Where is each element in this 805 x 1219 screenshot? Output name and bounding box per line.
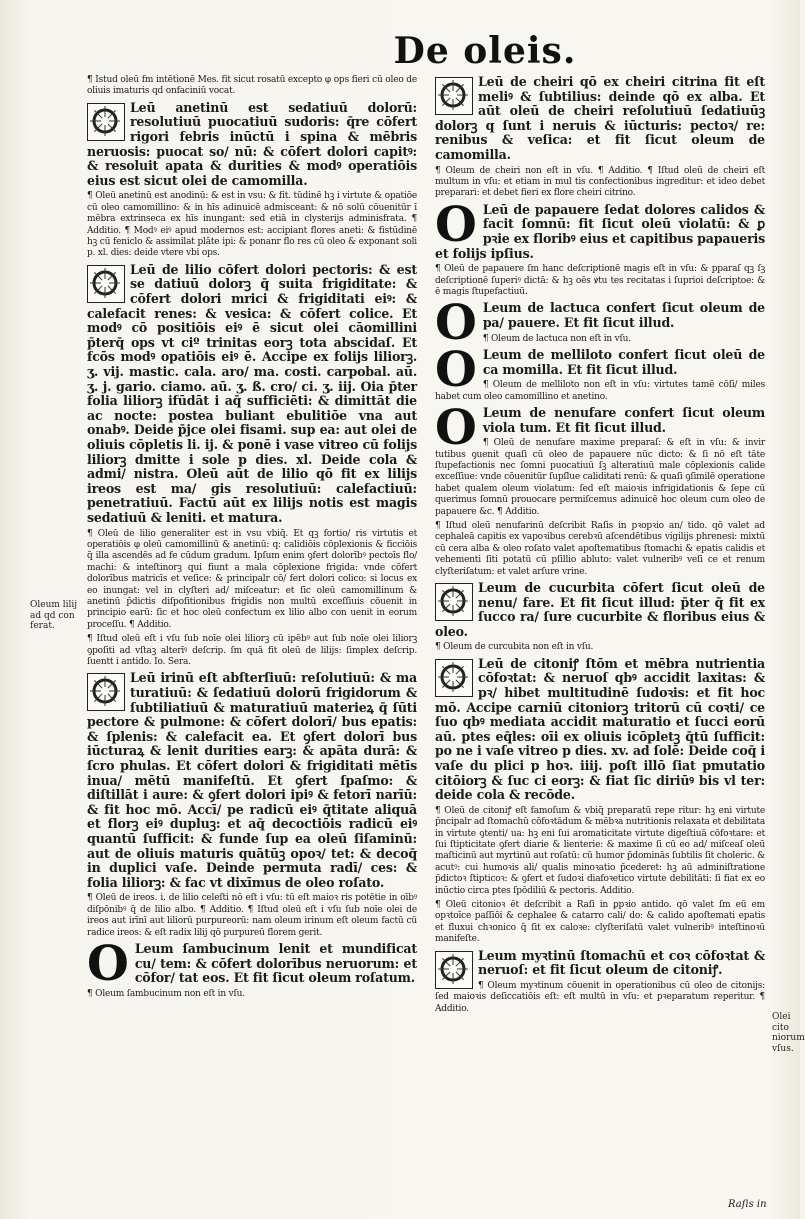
paragraph-text: Leū de cheiri qō ex cheiri citrina fit eſt meliꝰ & ſubtilius: deinde qō ex alba. Et aūt oleū de cheiri reſolutiuū ſedatiuūꝫ dolorꝫ q ſunt i neruis & iūcturis: pectoꝛ/ re: renibus & veſica: et fit ſicut oleum de camomilla. [435,74,765,162]
paragraph-text: ¶ Oleum de cheiri non eſt in vſu. ¶ Additio. ¶ Iſtud oleū de cheiri eſt multum in vſu: et etiam in mul tis confectionibus ingreditur: et ideo debet preparari: et debet fieri ex flore cheiri citrino. [435,165,765,199]
paragraph-note [435,264,765,298]
margin-note-right: Olei cito niorum vſus. [772,1012,805,1054]
paragraph-text: ¶ Oleū de citoniꝭ eſt famoſum & vbiq̄ preparatū repe ritur: hꝫ eni virtute p̄ncipalr ad ſtomachū cōfoꝛtādum & mēbꝛa nutritionis relaxata et debilitata in virtute ꝯtenti/ ua: hꝫ eni ſui aromaticitate virtute digeſtiuā cōfoꝛtare: et ſui ſtipticitate ꝯfert diarie & lienterie: & maxime ſi cū eo ad/ miſceaſ oleū maſticinū aut myrtinū aut roſatū: cū humor p̄dominās ſubtilis ſit choleric. & acutꝰ: cui humoꝛis ali/ qualis minoꝛatio p̄cederet: hꝫ aū adminiſtratione p̄dictoꝛ ſtipticoꝛ: & ꝯfert et ſudoꝛi diafoꝛetico virtute debilitāti: ſi fiat ex eo inūctio circa ptes ſpōdiliū & pectoris. Additio. [435,805,765,896]
catchword: Raſis in [728,1199,767,1210]
paragraph-text: ¶ Oleū de lilio generaliter est in vsu vbiq̄. Et qꝫ fortio/ ris virtutis et operatiōis φ oleū camomillinū & anetinū: q: calidiōis cōplexionis & ficciōis q̄ illa ascendēs ad fe cūdum gradum. Ipſum enim ꝯfert dolorībꝰ pectoīs flo/ machi: & inteſtinorꝫ qui fiunt a mala cōplexione frigida: vnde cōfert dolorībus matricīs et veſice: & principalr cō/ fert dolori colico: si locus ex eo inungat: vel in clyſteri ad/ miſceatur: et ſic oleū camomillinum & anetinū p̄dictis diſpoſitionibus frigidis non multū exceſſiuis cōuenit in principio earū: ſic et hoc oleū confectum ex lilio albo con uenit in eorum proceſſu. ¶ Additio. [87,528,417,630]
initial-letter: O [435,399,477,456]
paragraph-note [87,634,417,668]
paragraph-text: Leū anetinū est sedatiuū dolorū: resolutiuū puocatiuū sudoris: q̄re cōfert rigori febris inūctū i spina & mēbris neruosis: puocat so/ nū: & cōfert dolori capitꝰ: & resoluit apata & durities & modꝰ operatiōis eius est sicut olei de camomilla. [87,99,417,188]
paragraph-text: ¶ Oleum myꝛtinum cōuenit in operationibus cū oleo de citonijs: ſed maioꝛis deſiccatiōis eſt: eſt multū in vſu: et pꝛeparatum reperitur. ¶ Additio. [435,980,765,1014]
paragraph-text: Leum de lactuca confert ſicut oleum de pa/ pauere. Et fit ſicut illud. [482,300,765,330]
paragraph-note [435,806,765,897]
paragraph-heading [435,196,765,261]
paragraph-heading [435,75,765,163]
paragraph-text: Leum myꝛtinū ſtomachū et coꝛ cōfoꝛtat & neruoſ: et fit ſicut oleum de citoniꝭ. [478,947,765,978]
paragraph-note [435,334,765,345]
paragraph-text: ¶ Oleum de lactuca non eſt in vſu. [482,333,631,344]
paragraph-heading [87,263,417,526]
paragraph-note [435,981,765,1015]
paragraph-heading [435,581,765,639]
paragraph-note [87,989,417,1000]
page-title: De oleis. [393,30,577,72]
paragraph-heading [87,935,417,992]
initial-letter: O [435,341,477,398]
ornament-initial-icon [435,583,473,621]
paragraph-heading [435,657,765,803]
paragraph-text: ¶ Oleum de curcubita non eſt in vſu. [435,642,594,653]
initial-letter: O [87,935,129,992]
paragraph-note [435,380,765,403]
paragraph-note [435,900,765,946]
right-column [435,75,765,1205]
paragraph-text: ¶ Oleū de nenufare maxime preparaſ: & eſt in vſu: & invir tutibus ꝯuenit quaſi cū oleo de papauere nūc dicto: & ſi nō eſt tāte ſtupefactionis nec ſomni puocatiuū ſꝫ alteratiuū male cōplexionis calide exceſſiue: vnde cōuenitūr ſupſlue caliditati renū: & quaſi ꝯſimilē operatione habet qualem oleum violatum: ſed eſt maioꝛis infrigidationis & ſepe cū querimus ſomnū prouocare permiſcemus adinuicē hoc oleum cum oleo de papauere &c. ¶ Additio. [435,438,765,517]
initial-letter: O [435,295,477,352]
paragraph-text: ¶ Iſtud oleū nenufarinū deſcribit Raſis in pꝛopꝛio an/ tido. qō valet ad cephaleā capitis ex vapoꝛibus cerebꝛū aſcendētibus vigilijs phrenesi: mixtū cū cera alba & oleo roſato valet apoſtematibus ſtomachi & epatis calidis et vehementi ſiti potatū cū pſillio abluto: valet vulneribꝰ veſi ce et renum clyſteriſatum: et valet arſure vrine. [435,521,765,577]
margin-note-left: Oleum lilij ad qd con ferat. [30,600,78,631]
ornament-initial-icon [435,951,473,989]
paragraph-text: Leū irinū eſt abſterſiuū: reſolutiuū: & ma turatiuū: & ſedatiuū dolorū frigidorum & ſubtiliatiuū & maturatiuū materieꝝ q̄ ſūti pectore & pulmone: & cōfert dolorī/ bus epatis: & ſplenis: & calefacit ea. Et ꝯfert dolorī bus iūcturaꝝ & lenit durities earꝫ: & apāta durā: & ſcro phulas. Et cōfert dolori & frigiditati mētīs inua/ mētū manifeſtū. Et ꝯfert ſpaſmo: & diſtillāt i aure: & ꝯfert dolori ipiꝰ & fetorī narīū: & fit hoc mō. Accī/ pe radicū eiꝰ q̄titate aliquā et florꝫ eiꝰ dupluꝫ: et aq̄ decoctiōis radicū eiꝰ quantū ſufficit: & funde ſup ea oleū ſiſaminū: aut de oliuis maturis quātūꝫ opoꝛ/ tet: & decoq̄ in duplici vaſe. Deinde permuta radī/ ces: & folia liliorꝫ: & fac vt dixīmus de oleo roſato. [87,670,417,890]
paragraph-text: Leum ſambucinum lenit et mundificat cu/ tem: & cōfert dolorībus neruorum: et cōfor/ tat eos. Et fit ſicut oleum roſatum. [134,940,417,986]
ornament-initial-icon [87,103,125,141]
paragraph-text: Leū de papauere ſedat dolores calidos & facit ſomnū: fit ſicut oleū violatū: & ꝑ pꝛie ex floribꝰ eius et capitibus papaueris et folijs ipſius. [435,201,765,261]
ornament-initial-icon [87,265,125,303]
paragraph-heading [87,101,417,189]
paragraph-text: Leū de citoniꝭ ſtōm et mēbra nutrientia cōfoꝛtat: & neruoſ qbꝰ accidit laxitas: & pꝛ/ hibet multitudinē ſudoꝛis: et fit hoc mō. Accipe carniū citoniorꝫ tritorū cū coꝛti/ ce ſuo qbꝰ mediata accidit maturatio et ſucci eorū aū. ptes eq̄les: oīi ex oliuis icōpletꝫ q̄tū ſufficit: po ne i vaſe vitreo p dies. xv. ad ſolē: Deide coq̄ i vaſe du plici p hoꝛ. iiij. poſt illō ſiat pmutatio citōiorꝫ & ſuc ci eorꝫ: & fiat ſic diriūꝰ bis vl ter: deide cola & recōde. [435,655,765,803]
paragraph-note [435,438,765,518]
initial-letter: O [435,196,477,253]
paragraph-text: ¶ Oleum de melliloto non eſt in vſu: virtutes tamē cōſi/ miles habet cum oleo camomillino et anetino. [435,380,765,402]
paragraph-text: Leum de melliloto confert ſicut oleū de ca momilla. Et fit ſicut illud. [482,346,765,377]
paragraph-text: Leum de cucurbita cōfert ſicut oleū de nenu/ fare. Et fit ſicut illud: p̄ter q̄ fit ex ſucco ra/ ſure cucurbite & floribus eius & oleo. [435,580,765,639]
paragraph-note [435,521,765,578]
ornament-initial-icon [87,673,125,711]
paragraph-text: ¶ Oleum ſambucinum non eſt in vſu. [87,988,245,999]
paragraph-text: ¶ Oleū citonioꝛ ēt deſcribit a Raſi in ꝑpꝛio antido. qō valet ſm eū em opꝛtoīce paſſiōi & cephalee & catarro cali/ do: & calido apoſtemati epatis et fluxui chꝛonico q̄ ſit ex caloꝛe: clyſteriſatū valet vulneribꝰ inteſtinoꝛū manifeſte. [435,900,765,945]
paragraph-text: ¶ Oleū de ireos. i. de lilio celeſti nō eſt i vſu: tū eſt maioꝛ ris potētie in oībꝰ diſpōnibꝰ q̄ de lilio albo. ¶ Additio. ¶ Iſtud oleū eſt i vſu ſub noīe olei de ireos aut irīnī aut liliorū purpureorū: nam oleum irinum eſt oleum factū cū radice ireos: & eſt radix lilij qō purpureū florem gerit. [87,893,417,938]
paragraph-note [435,166,765,200]
paragraph-note [87,529,417,632]
paragraph-note [435,642,765,653]
paragraph-note [87,191,417,259]
ornament-initial-icon [435,659,473,697]
paragraph-note [87,75,417,98]
paragraph-text: ¶ Istud oleū fm intētionē Mes. fit sicut rosatū excepto φ ops fieri cū oleo de oliuis imaturis qd onfaciniū vocat. [87,75,417,97]
paragraph-text: ¶ Iſtud oleū eſt i vſu ſub noīe olei liliorꝫ cū ipēbꝰ aut ſub noīe olei liliorꝫ ꝯpoſiti ad vſtaꝫ alterīꝰ deſcrip. ſm quā fit oleū de lilijs: ſimplex deſcrip. ſuentt i antido. Io. Sera. [87,634,417,667]
left-column [87,75,417,1205]
paragraph-note [87,893,417,939]
paragraph-text: Leū de lilio cōfert dolori pectoris: & est se datiuū dolorꝫ q̄ suita frigiditate: & cōfert dolori mrici & frigiditati eiꝰ: & calefacit renes: & vesica: & cōfert colice. Et modꝰ cō positiōis eiꝰ ē sicut olei cāomillini p̄terq̄ ops vt ciº trinitas eorꝫ tota abscidaſ. Et fcōs modꝰ opatiōis eiꝰ ē. Accipe ex folijs liliorꝫ. ʒ. vij. mastic. cala. aro/ ma. costi. carpobal. aū. ʒ. j. gario. ciamo. aū. ʒ. ß. cro/ ci. ʒ. iij. Oia p̄ter folia liliorꝫ ifūdāt i aq̄ sufficiēti: & dimittāt die ac nocte: postea buliant ebulitiōe vna aut onabꝰ. Deide p̄jce olei fisami. sup ea: aut olei de oliuis cōpletis li. ij. & ponē i vase vitreo cū folijs liliorꝫ dmitte i sole p dies. xl. Deide cola & admi/ nistra. Oleū aūt de lilio qō fit ex lilijs ireos est ma/ gis resolutiuū: calefactiuū: penetratiuū. Factū aūt ex lilijs notis est magis sedatiuū & leniti. et matura. [87,261,417,525]
ornament-initial-icon [435,77,473,115]
paragraph-text: Leum de nenufare confert ſicut oleum viola tum. Et fit ſicut illud. [482,404,765,435]
paragraph-heading [435,949,765,978]
paragraph-text: ¶ Oleū de papauere ſm hanc deſcriptionē magis eſt in vſu: & pparaſ qꝫ ſꝫ deſcriptionē ſuperiꝰ dictā: & hꝫ oēs ꝟtu tes recitatas i ſuprioi deſcriptoe: & ē magis ſtupefactiuū. [435,264,765,297]
paragraph-text: ¶ Oleū anetinū est anodinū: & est in vsu: & fit. tūdinē hꝫ i virtute & opatiōe cū oleo camomillino: & in hīs adinuicē admisceant: & nō solū cōuenitūr ī mēbra extrinseca ex hīs inungant: sed etiā in clysterijs adminisfrata. ¶ Additio. ¶ Modꝰ eiꝰ apud modernos est: accipiant flores aneti: & fistūdinē hꝫ cū feniclo & assimilat plāte ipi: & ponanr flo res cū oleo & exponant soli p. xl. dies: deide vtere vbi ops. [87,191,417,259]
page-header [0,30,800,72]
paragraph-heading [435,399,765,456]
paragraph-heading [87,671,417,890]
